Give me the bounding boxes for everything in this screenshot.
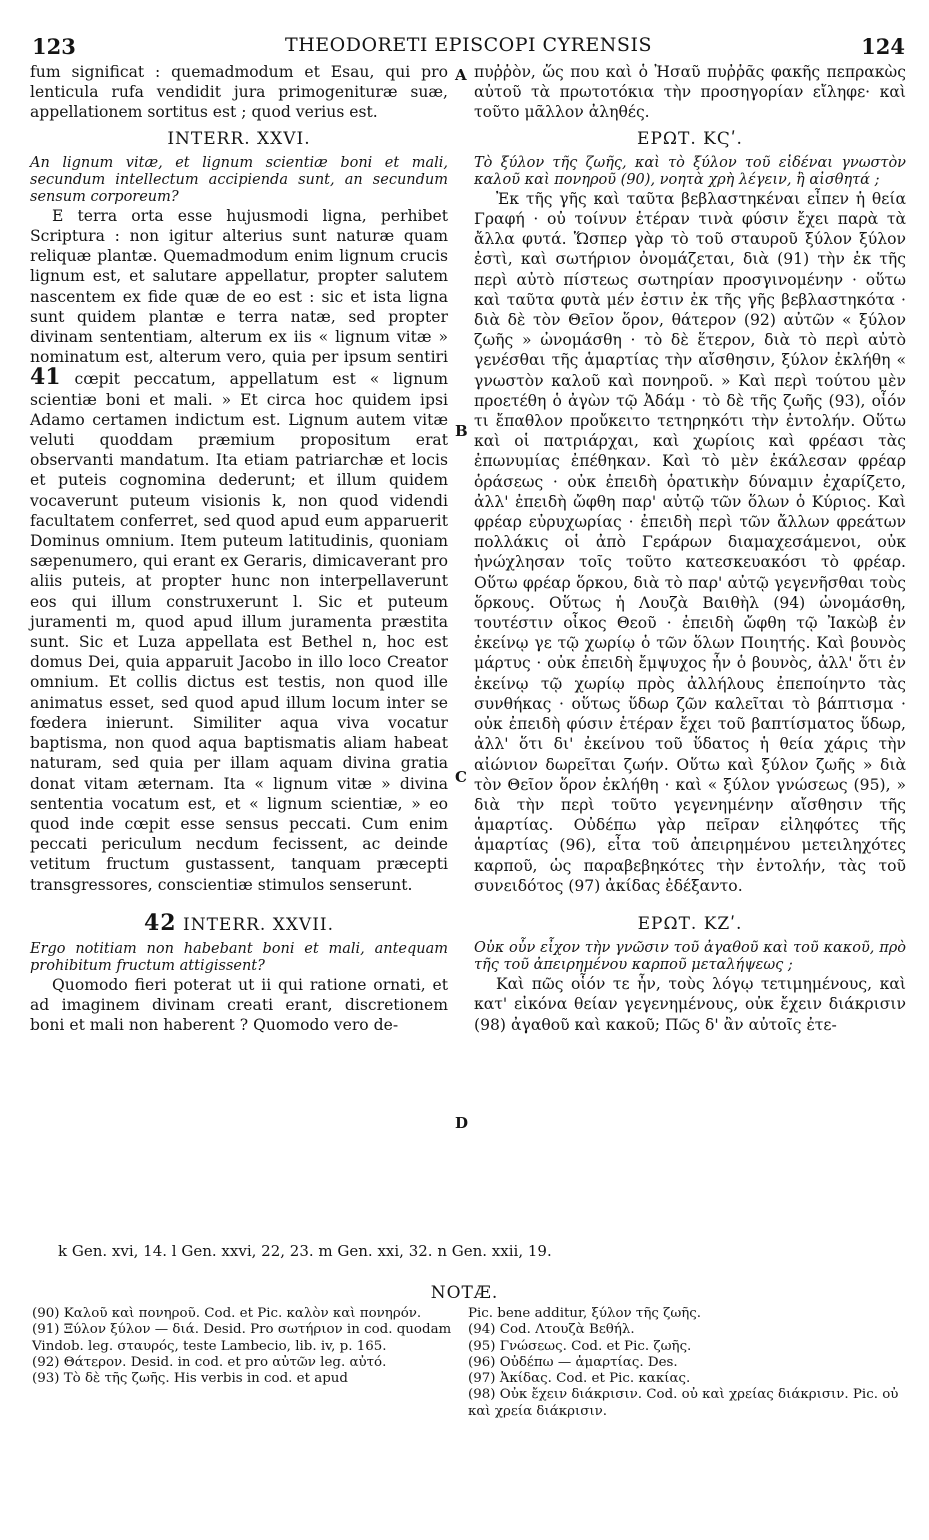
latin-paragraph: Quomodo fieri poterat ut ii qui ratione ornati, et ad imaginem divinam creati erant, discretionem boni et mali non haberent ? Quomodo vero de- [30, 975, 448, 1035]
greek-question: Οὐκ οὖν εἶχον τὴν γνῶσιν τοῦ ἀγαθοῦ καὶ τοῦ κακοῦ, πρὸ τῆς τοῦ ἀπειρημένου καρποῦ μεταλήψεως ; [474, 940, 906, 974]
note-item: (94) Cod. Λτουζὰ Βεθήλ. [468, 1322, 635, 1338]
note-item: (92) Θάτερον. Desid. in cod. et pro αὐτῶν leg. αὐτό. [32, 1354, 387, 1370]
note-item: (91) Ξύλον ξύλον — διά. Desid. Pro σωτήριον in cod. quodam Vindob. leg. σταυρός, teste Lambecio, lib. iv, p. 165. [32, 1322, 452, 1354]
note-item: (98) Οὐκ ἔχειν διάκρισιν. Cod. οὐ καὶ χρείας διάκρισιν. Pic. οὐ καὶ χρεία διάκρισιν. [468, 1387, 899, 1419]
greek-paragraph: Ἐκ τῆς γῆς καὶ ταῦτα βεβλαστηκέναι εἶπεν ἡ θεία Γραφή · οὐ τοίνυν ἑτέραν τινὰ φύσιν ἔχει παρὰ τὰ ἄλλα φυτά. Ὥσπερ γὰρ τὸ τοῦ σταυροῦ ξύλον ξύλον ἐστὶ, καὶ σωτήριον ὀνομάζεται, διὰ (91) τὴν ἐκ τῆς περὶ αὐτὸ πίστεως σωτηρίαν προσγινομένην · οὕτω καὶ ταῦτα φυτὰ μέν ἐστιν ἐκ τῆς γῆς βεβλαστηκότα · διὰ δὲ τὸν Θεῖον ὅρον, θάτερον (92) αὐτῶν « ξύλον ζωῆς » ὠνομάσθη · τὸ δὲ ἕτερον, διὰ τὸ περὶ αὐτὸ γενέσθαι τῆς ἁμαρτίας τὴν αἴσθησιν, ξύλον ἐκλήθη « γνωστὸν καλοῦ καὶ πονηροῦ. » Καὶ περὶ τούτου μὲν προετέθη ὁ ἀγὼν τῷ Ἀδάμ · τὸ δὲ τῆς ζωῆς (93), οἷόν τι ἔπαθλον προὔκειτο τετηρηκότι τὴν ἐντολήν. Οὕτω καὶ οἱ πατριάρχαι, καὶ χωρίοις καὶ φρέασι τὰς ἐπωνυμίας ἐπέθηκαν. Καὶ τὸ μὲν ἐκάλεσαν φρέαρ ὁράσεως · οὐκ ἐπειδὴ ὁρατικὴν δύναμιν ἐχαρίζετο, ἀλλ' ἐπειδὴ ὤφθη παρ' αὐτῷ τῶν ὅλων ὁ Κύριος. Καὶ φρέαρ εὐρυχωρίας · ἐπειδὴ περὶ τῶν ἄλλων φρεάτων πολλάκις οἱ ἀπὸ Γεράρων διαμαχεσάμενοι, οὐκ ἠνώχλησαν τοῖς τοῦτο κατεσκευακόσι τὸ φρέαρ. Οὕτω φρέαρ ὅρκου, διὰ τὸ παρ' αὐτῷ γεγενῆσθαι τοὺς ὅρκους. Οὕτως ἡ Λουζὰ Βαιθὴλ (94) ὠνομάσθη, τουτέστιν οἶκος Θεοῦ · ἐπειδὴ ὤφθη τῷ Ἰακὼβ ἐν ἐκείνῳ γε τῷ χωρίῳ ὁ τῶν ὅλων Ποιητής. Καὶ βουνὸς μάρτυς · οὐκ ἐπειδὴ ἔμψυχος ἦν ὁ βουνὸς, ἀλλ' ὅτι ἐν ἐκείνῳ τῷ χωρίῳ πρὸς ἀλλήλους ἐπεποίηντο τὰς συνθήκας · οὕτως ὕδωρ ζῶν καλεῖται τὸ βάπτισμα · οὐκ ἐπειδὴ φύσιν ἑτέραν ἔχει τοῦ βαπτίσματος ὕδωρ, ἀλλ' ὅτι δι' ἐκείνου τοῦ ὕδατος ἡ θεία χάρις τὴν αἰώνιον δωρεῖται ζωήν. Οὕτω καὶ ξύλον ζωῆς » διὰ τὸν Θεῖον ὅρον ἐκλήθη · καὶ « ξύλον γνώσεως (95), » διὰ τὴν περὶ τοῦτο γεγενημένην αἴσθησιν τῆς ἁμαρτίας. Οὐδέπω γὰρ πεῖραν εἰληφότες τῆς ἁμαρτίας (96), εἶτα τοῦ ἀπειρημένου μετειληχότες καρποῦ, ὡς παραβεβηκότες τὴν ἐντολήν, τὰς τοῦ συνειδότος (97) ἀκίδας ἐδέξαντο. [474, 189, 906, 895]
margin-letter-c: C [455, 768, 467, 786]
note-item: (96) Οὐδέπω — ἁμαρτίας. Des. [468, 1354, 678, 1370]
notes-left-column [32, 1306, 452, 1387]
note-item: (93) Τὸ δὲ τῆς ζωῆς. His verbis in cod. et apud [32, 1371, 348, 1387]
note-item: (97) Ἀκίδας. Cod. et Pic. κακίας. [468, 1371, 691, 1387]
greek-paragraph: Καὶ πῶς οἷόν τε ἦν, τοὺς λόγῳ τετιμημένους, καὶ κατ' εἰκόνα θείαν γεγενημένους, οὐκ ἔχειν διάκρισιν (98) ἀγαθοῦ καὶ κακοῦ; Πῶς δ' ἂν αὐτοῖς ἐτε- [474, 975, 906, 1034]
latin-question: An lignum vitæ, et lignum scientiæ boni et mali, secundum intellectum accipienda sunt, an secundum sensum corporeum? [30, 154, 448, 205]
page-number-right: 124 [861, 34, 905, 59]
greek-question: Τὸ ξύλον τῆς ζωῆς, καὶ τὸ ξύλον τοῦ εἰδέναι γνωστὸν καλοῦ καὶ πονηροῦ (90), νοητὰ χρὴ λέγειν, ἢ αἰσθητά ; [474, 154, 906, 188]
latin-paragraph-text: cœpit peccatum, appellatum est « lignum scientiæ boni et mali. » Et circa hoc quidem ipsi Adamo certamen indictum est. Lignum autem vitæ veluti quoddam præmium propositum erat observanti mandatum. Ita etiam patriarchæ et locis et puteis cognomina dederunt; et illum quidem vocaverunt puteum visionis k, non quod videndi facultatem conferret, sed quod apud eum apparuerit Dominus omnium. Item puteum latitudinis, quoniam sæpenumero, qui erant ex Geraris, dimicaverant pro aliis puteis, at propter hunc non interpellaverunt eos qui illum construxerunt l. Sic et puteum juramenti m, quod apud illum juramenta præstita sunt. Sic et Luza appellata est Bethel n, hoc est domus Dei, quia apparuit Jacobo in illo loco Creator omnium. Et collis dictus est testis, non quod ille animatus esset, sed quod apud illum locum inter se fœdera inierunt. Similiter aqua viva vocatur baptisma, non quod aqua baptismatis aliam habeat naturam, sed quia per illam aquam divina gratia donat vitam æternam. Ita « lignum vitæ » divina sententia vocatum est, et « lignum scientiæ, » eo quod inde cœpit esse sensus peccati. Cum enim peccati periculum necdum fecissent, ac deinde vetitum fructum gustassent, tanquam præcepti transgressores, conscientiæ stimulos senserunt. [30, 370, 448, 894]
notes-heading: NOTÆ. [430, 1283, 499, 1303]
greek-heading-erot-26: ΕΡΩΤ. ΚϚʹ. [637, 128, 743, 149]
scripture-footnotes: k Gen. xvi, 14. l Gen. xxvi, 22, 23. m Gen. xxi, 32. n Gen. xxii, 19. [58, 1242, 552, 1260]
latin-column [30, 62, 448, 1036]
note-item: (90) Καλοῦ καὶ πονηροῦ. Cod. et Pic. καλὸν καὶ πονηρόν. [32, 1306, 422, 1321]
latin-paragraph [30, 206, 448, 895]
margin-letter-a: A [455, 66, 467, 84]
running-header [32, 34, 905, 64]
greek-heading-erot-27: ΕΡΩΤ. ΚΖʹ. [637, 913, 743, 934]
page-number-left: 123 [32, 34, 76, 59]
latin-paragraph-text: E terra orta esse hujusmodi ligna, perhibet Scriptura : non igitur alterius sunt naturæ quam reliquæ plantæ. Quemadmodum enim lignum crucis lignum est, et salutare appellatur, propter salutem nascentem ex fide quæ de eo est : sic et ista ligna sunt quidem plantæ e terra natæ, sed propter divinam sententiam, alterum ex iis « lignum vitæ » nominatum est, alterum vero, quia per ipsum sentiri [30, 206, 448, 367]
running-title: THEODORETI EPISCOPI CYRENSIS [285, 34, 652, 56]
greek-column [474, 62, 906, 1035]
latin-question: Ergo notitiam non habebant boni et mali, antequam prohibitum fructum attigissent? [30, 940, 448, 974]
section-number: 41 [30, 364, 61, 391]
note-item: (95) Γνώσεως. Cod. et Pic. ζωῆς. [468, 1338, 692, 1354]
heading-text: INTERR. XXVII. [182, 914, 335, 935]
greek-paragraph: πυῤῥὸν, ὥς που καὶ ὁ Ἠσαῦ πυῤῥᾶς φακῆς πεπρακὼς αὐτοῦ τὰ πρωτοτόκια τὴν προσηγορίαν εἴληφε· καὶ τοῦτο μᾶλλον ἀληθές. [474, 63, 906, 122]
section-number: 42 [143, 909, 177, 936]
latin-paragraph: fum significat : quemadmodum et Esau, qui pro lenticula rufa vendidit jura primogenituræ suæ, appellationem sortitus est ; quod verius est. [30, 63, 448, 122]
latin-heading-interr-26: INTERR. XXVI. [167, 128, 311, 149]
latin-heading-interr-27 [30, 909, 448, 936]
note-item: Pic. bene additur, ξύλον τῆς ζωῆς. [468, 1306, 702, 1321]
margin-letter-d: D [455, 1114, 469, 1132]
margin-letter-b: B [455, 422, 468, 440]
notes-right-column [468, 1306, 908, 1420]
